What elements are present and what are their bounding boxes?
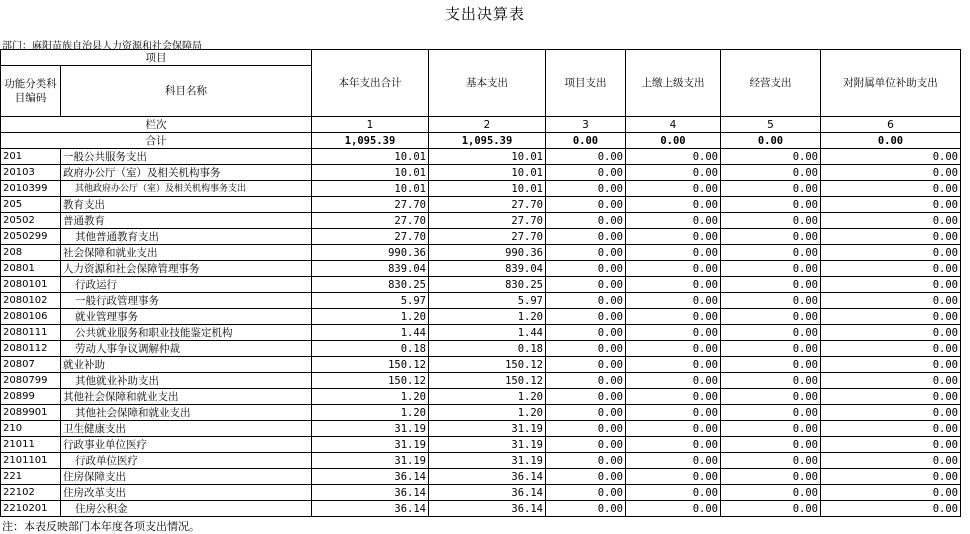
func-code-cell: 201: [1, 149, 61, 165]
amount-cell: 31.19: [312, 421, 429, 437]
func-code-cell: 2050299: [1, 229, 61, 245]
table-row: [1, 309, 961, 325]
amount-cell: 0.00: [721, 277, 821, 293]
amount-cell: 0.00: [546, 421, 626, 437]
amount-cell: 0.00: [821, 245, 961, 261]
amount-cell: 0.00: [546, 197, 626, 213]
amount-cell: 0.00: [821, 405, 961, 421]
subject-name-cell: 公共就业服务和职业技能鉴定机构: [61, 325, 312, 341]
func-code-cell: 22102: [1, 485, 61, 501]
table-row: [1, 437, 961, 453]
subject-name-cell: 卫生健康支出: [61, 421, 312, 437]
func-code-cell: 2080799: [1, 373, 61, 389]
amount-cell: 0.00: [546, 293, 626, 309]
col-number-3: 4: [626, 117, 721, 133]
amount-cell: 0.00: [821, 341, 961, 357]
func-code-cell: 20502: [1, 213, 61, 229]
amount-cell: 0.00: [721, 149, 821, 165]
table-row: [1, 245, 961, 261]
subject-name-header: 科目名称: [61, 66, 312, 117]
amount-cell: 0.00: [546, 325, 626, 341]
amount-cell: 0.00: [546, 149, 626, 165]
amount-cell: 5.97: [312, 293, 429, 309]
amount-cell: 0.00: [821, 437, 961, 453]
amount-cell: 839.04: [312, 261, 429, 277]
table-row: [1, 357, 961, 373]
amount-cell: 0.00: [821, 485, 961, 501]
amount-cell: 0.00: [546, 373, 626, 389]
func-code-cell: 2080102: [1, 293, 61, 309]
func-code-cell: 2010399: [1, 181, 61, 197]
col-header-3: 上缴上级支出: [626, 50, 721, 117]
total-value: 0.00: [546, 133, 626, 149]
table-row: [1, 389, 961, 405]
amount-cell: 0.00: [821, 213, 961, 229]
amount-cell: 0.00: [626, 421, 721, 437]
amount-cell: 1.20: [312, 309, 429, 325]
func-code-cell: 21011: [1, 437, 61, 453]
amount-cell: 36.14: [429, 469, 546, 485]
table-row: [1, 421, 961, 437]
amount-cell: 1.44: [312, 325, 429, 341]
subject-name-cell: 一般行政管理事务: [61, 293, 312, 309]
amount-cell: 0.00: [821, 293, 961, 309]
amount-cell: 27.70: [312, 197, 429, 213]
amount-cell: 0.00: [626, 325, 721, 341]
table-row: [1, 165, 961, 181]
total-value: 0.00: [721, 133, 821, 149]
table-row: [1, 453, 961, 469]
amount-cell: 0.00: [546, 277, 626, 293]
amount-cell: 0.00: [546, 245, 626, 261]
amount-cell: 36.14: [312, 469, 429, 485]
col-header-5: 对附属单位补助支出: [821, 50, 961, 117]
subject-name-cell: 社会保障和就业支出: [61, 245, 312, 261]
col-header-1: 基本支出: [429, 50, 546, 117]
amount-cell: 0.00: [721, 325, 821, 341]
amount-cell: 990.36: [312, 245, 429, 261]
total-value: 0.00: [626, 133, 721, 149]
amount-cell: 0.00: [721, 421, 821, 437]
subject-name-cell: 其他社会保障和就业支出: [61, 405, 312, 421]
subject-name-cell: 就业补助: [61, 357, 312, 373]
subject-name-cell: 劳动人事争议调解仲裁: [61, 341, 312, 357]
col-number-5: 6: [821, 117, 961, 133]
subject-name-cell: 住房保障支出: [61, 469, 312, 485]
total-value: 1,095.39: [429, 133, 546, 149]
amount-cell: 0.00: [721, 405, 821, 421]
func-code-cell: 20807: [1, 357, 61, 373]
amount-cell: 1.20: [312, 389, 429, 405]
amount-cell: 27.70: [429, 229, 546, 245]
amount-cell: 0.00: [721, 453, 821, 469]
amount-cell: 150.12: [429, 373, 546, 389]
amount-cell: 0.00: [721, 213, 821, 229]
amount-cell: 0.00: [721, 373, 821, 389]
amount-cell: 0.00: [721, 181, 821, 197]
department-label: 部门：麻阳苗族自治县人力资源和社会保障局: [2, 41, 202, 52]
table-row: [1, 261, 961, 277]
func-code-cell: 2101101: [1, 453, 61, 469]
col-number-0: 1: [312, 117, 429, 133]
amount-cell: 1.20: [429, 309, 546, 325]
amount-cell: 0.00: [546, 501, 626, 517]
amount-cell: 0.00: [721, 293, 821, 309]
amount-cell: 0.00: [626, 165, 721, 181]
total-value: 0.00: [821, 133, 961, 149]
project-header: 项目: [1, 50, 312, 66]
amount-cell: 0.00: [721, 437, 821, 453]
amount-cell: 990.36: [429, 245, 546, 261]
amount-cell: 10.01: [312, 181, 429, 197]
amount-cell: 31.19: [312, 453, 429, 469]
amount-cell: 0.00: [626, 181, 721, 197]
amount-cell: 27.70: [312, 229, 429, 245]
table-row: [1, 341, 961, 357]
amount-cell: 0.00: [546, 453, 626, 469]
amount-cell: 150.12: [312, 357, 429, 373]
amount-cell: 0.00: [626, 277, 721, 293]
table-row: [1, 501, 961, 517]
amount-cell: 0.00: [626, 485, 721, 501]
amount-cell: 830.25: [429, 277, 546, 293]
func-code-cell: 20801: [1, 261, 61, 277]
subject-name-cell: 就业管理事务: [61, 309, 312, 325]
amount-cell: 830.25: [312, 277, 429, 293]
amount-cell: 0.00: [626, 293, 721, 309]
amount-cell: 31.19: [429, 453, 546, 469]
subject-name-cell: 政府办公厅（室）及相关机构事务: [61, 165, 312, 181]
amount-cell: 0.00: [546, 213, 626, 229]
amount-cell: 0.00: [546, 181, 626, 197]
amount-cell: 0.00: [626, 453, 721, 469]
amount-cell: 27.70: [429, 213, 546, 229]
amount-cell: 0.00: [721, 197, 821, 213]
amount-cell: 0.00: [626, 437, 721, 453]
table-row: [1, 325, 961, 341]
row-index-label: 栏次: [1, 117, 312, 133]
amount-cell: 36.14: [429, 501, 546, 517]
table-row: [1, 197, 961, 213]
amount-cell: 0.00: [821, 469, 961, 485]
total-row: [1, 133, 961, 149]
col-number-4: 5: [721, 117, 821, 133]
func-code-cell: 2080112: [1, 341, 61, 357]
amount-cell: 36.14: [312, 501, 429, 517]
amount-cell: 0.00: [626, 469, 721, 485]
amount-cell: 0.00: [821, 261, 961, 277]
amount-cell: 10.01: [429, 165, 546, 181]
subject-name-cell: 其他普通教育支出: [61, 229, 312, 245]
table-note: 注：本表反映部门本年度各项支出情况。: [2, 520, 200, 533]
subject-name-cell: 一般公共服务支出: [61, 149, 312, 165]
amount-cell: 0.00: [546, 485, 626, 501]
amount-cell: 36.14: [312, 485, 429, 501]
amount-cell: 1.20: [429, 389, 546, 405]
amount-cell: 0.00: [546, 357, 626, 373]
subject-name-cell: 行政运行: [61, 277, 312, 293]
amount-cell: 1.20: [429, 405, 546, 421]
subject-name-cell: 住房改革支出: [61, 485, 312, 501]
table-row: [1, 229, 961, 245]
page-title: 支出决算表: [444, 5, 525, 23]
amount-cell: 0.00: [821, 165, 961, 181]
amount-cell: 0.00: [626, 197, 721, 213]
amount-cell: 31.19: [429, 421, 546, 437]
col-header-2: 项目支出: [546, 50, 626, 117]
subject-name-cell: 人力资源和社会保障管理事务: [61, 261, 312, 277]
amount-cell: 0.00: [721, 341, 821, 357]
header-row-project: [1, 50, 961, 66]
amount-cell: 0.00: [626, 341, 721, 357]
func-code-cell: 20899: [1, 389, 61, 405]
amount-cell: 0.00: [821, 389, 961, 405]
amount-cell: 0.00: [546, 469, 626, 485]
table-row: [1, 469, 961, 485]
subject-name-cell: 其他社会保障和就业支出: [61, 389, 312, 405]
table-row: [1, 181, 961, 197]
total-value: 1,095.39: [312, 133, 429, 149]
amount-cell: 0.00: [626, 405, 721, 421]
amount-cell: 0.00: [626, 389, 721, 405]
amount-cell: 0.00: [626, 357, 721, 373]
amount-cell: 1.44: [429, 325, 546, 341]
amount-cell: 31.19: [312, 437, 429, 453]
amount-cell: 27.70: [312, 213, 429, 229]
amount-cell: 0.00: [821, 149, 961, 165]
func-code-header: 功能分类科目编码: [1, 66, 61, 117]
amount-cell: 31.19: [429, 437, 546, 453]
amount-cell: 0.00: [546, 261, 626, 277]
col-header-4: 经营支出: [721, 50, 821, 117]
func-code-cell: 2089901: [1, 405, 61, 421]
amount-cell: 0.00: [821, 421, 961, 437]
col-number-2: 3: [546, 117, 626, 133]
amount-cell: 0.00: [821, 181, 961, 197]
subject-name-cell: 其他政府办公厅（室）及相关机构事务支出: [61, 181, 312, 197]
func-code-cell: 205: [1, 197, 61, 213]
amount-cell: 0.00: [546, 229, 626, 245]
amount-cell: 0.00: [721, 389, 821, 405]
table-row: [1, 293, 961, 309]
amount-cell: 5.97: [429, 293, 546, 309]
amount-cell: 0.00: [626, 213, 721, 229]
amount-cell: 0.00: [721, 501, 821, 517]
func-code-cell: 2210201: [1, 501, 61, 517]
subject-name-cell: 普通教育: [61, 213, 312, 229]
amount-cell: 27.70: [429, 197, 546, 213]
amount-cell: 0.00: [721, 245, 821, 261]
table-row: [1, 277, 961, 293]
subject-name-cell: 住房公积金: [61, 501, 312, 517]
amount-cell: 0.00: [546, 309, 626, 325]
amount-cell: 10.01: [312, 149, 429, 165]
amount-cell: 10.01: [429, 181, 546, 197]
amount-cell: 0.00: [821, 309, 961, 325]
amount-cell: 0.18: [429, 341, 546, 357]
amount-cell: 0.18: [312, 341, 429, 357]
amount-cell: 150.12: [312, 373, 429, 389]
amount-cell: 0.00: [821, 501, 961, 517]
func-code-cell: 221: [1, 469, 61, 485]
col-header-0: 本年支出合计: [312, 50, 429, 117]
table-row: [1, 373, 961, 389]
amount-cell: 0.00: [546, 389, 626, 405]
subject-name-cell: 教育支出: [61, 197, 312, 213]
amount-cell: 0.00: [626, 309, 721, 325]
amount-cell: 0.00: [626, 261, 721, 277]
table-row: [1, 405, 961, 421]
amount-cell: 1.20: [312, 405, 429, 421]
amount-cell: 0.00: [821, 197, 961, 213]
amount-cell: 839.04: [429, 261, 546, 277]
amount-cell: 0.00: [721, 469, 821, 485]
amount-cell: 0.00: [721, 485, 821, 501]
subject-name-cell: 行政事业单位医疗: [61, 437, 312, 453]
subject-name-cell: 其他就业补助支出: [61, 373, 312, 389]
table-row: [1, 149, 961, 165]
amount-cell: 0.00: [626, 373, 721, 389]
amount-cell: 0.00: [626, 245, 721, 261]
amount-cell: 0.00: [546, 341, 626, 357]
amount-cell: 10.01: [312, 165, 429, 181]
amount-cell: 0.00: [721, 309, 821, 325]
subject-name-cell: 行政单位医疗: [61, 453, 312, 469]
table-row: [1, 213, 961, 229]
amount-cell: 0.00: [546, 405, 626, 421]
amount-cell: 36.14: [429, 485, 546, 501]
func-code-cell: 20103: [1, 165, 61, 181]
amount-cell: 0.00: [626, 229, 721, 245]
amount-cell: 0.00: [821, 325, 961, 341]
amount-cell: 10.01: [429, 149, 546, 165]
amount-cell: 0.00: [721, 357, 821, 373]
amount-cell: 0.00: [821, 373, 961, 389]
func-code-cell: 208: [1, 245, 61, 261]
amount-cell: 0.00: [546, 165, 626, 181]
func-code-cell: 2080106: [1, 309, 61, 325]
amount-cell: 150.12: [429, 357, 546, 373]
amount-cell: 0.00: [821, 453, 961, 469]
total-label: 合计: [1, 133, 312, 149]
header-row-index: [1, 117, 961, 133]
amount-cell: 0.00: [721, 165, 821, 181]
amount-cell: 0.00: [821, 277, 961, 293]
amount-cell: 0.00: [626, 149, 721, 165]
amount-cell: 0.00: [721, 229, 821, 245]
amount-cell: 0.00: [821, 229, 961, 245]
func-code-cell: 2080111: [1, 325, 61, 341]
expenditure-table: [0, 49, 961, 517]
table-row: [1, 485, 961, 501]
func-code-cell: 2080101: [1, 277, 61, 293]
amount-cell: 0.00: [721, 261, 821, 277]
col-number-1: 2: [429, 117, 546, 133]
amount-cell: 0.00: [626, 501, 721, 517]
amount-cell: 0.00: [546, 437, 626, 453]
amount-cell: 0.00: [821, 357, 961, 373]
func-code-cell: 210: [1, 421, 61, 437]
